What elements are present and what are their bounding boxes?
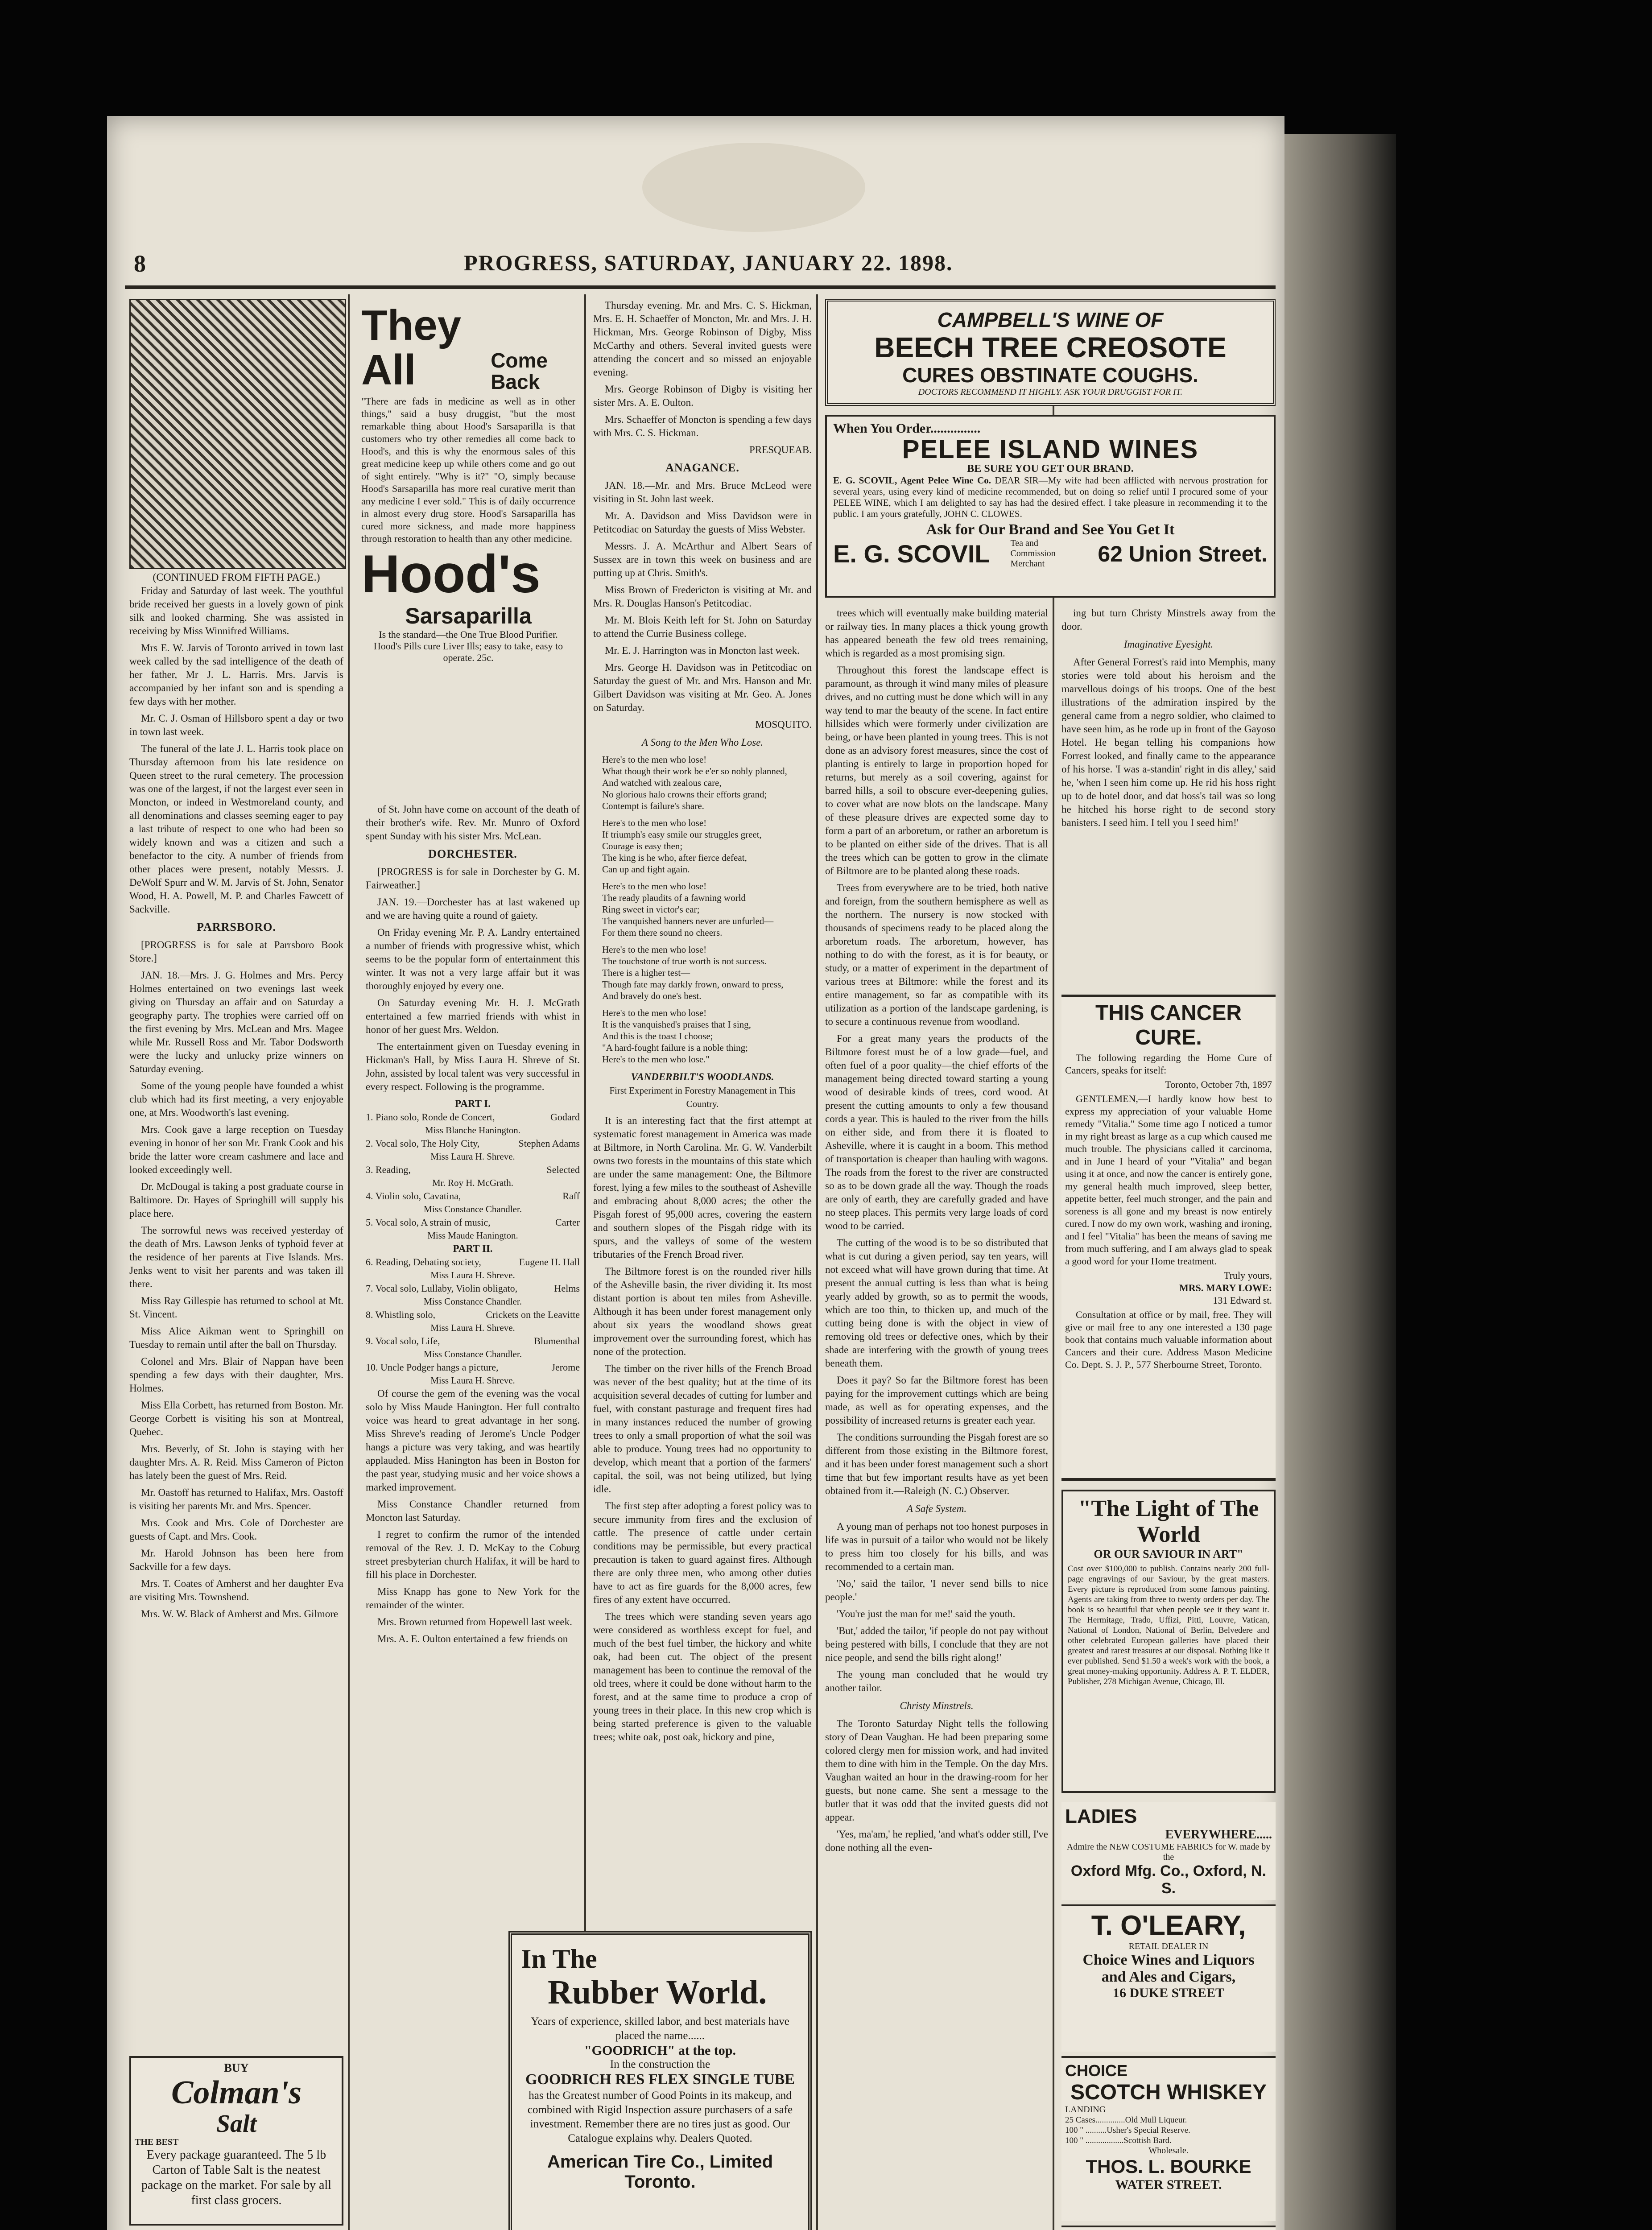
rubber-in-the: In The bbox=[521, 1944, 597, 1974]
society-illustration bbox=[129, 299, 346, 569]
pelee-letter bbox=[833, 475, 1268, 520]
paragraph: Mrs. George H. Davidson was in Petitcodiac on Saturday the guest of Mr. and Mrs. Hanson and Mr. Gilbert Davidson was visiting at Mr. Geo. A. Jones on Saturday. bbox=[593, 662, 812, 713]
pelee-scovil: E. G. SCOVIL bbox=[833, 540, 990, 568]
cancer-date: Toronto, October 7th, 1897 bbox=[1165, 1079, 1272, 1090]
programme-composer: Stephen Adams bbox=[518, 1138, 580, 1149]
pelee-title: PELEE ISLAND WINES bbox=[902, 435, 1199, 464]
campbell-creosote-ad bbox=[825, 299, 1276, 406]
poem-line: If triumph's easy smile our struggles greet, bbox=[602, 829, 762, 840]
cancer-consult: Consultation at office or by mail, free. They will give or mail free to any one interested a 130 page book that contains much valuable information about Cancers and their cure. Address Mason Medicine Co. Dept. S. J. P., 577 Sherbourne Street, Toronto. bbox=[1065, 1309, 1272, 1370]
paragraph: The cutting of the wood is to be so distributed that what is cut during a given period, say ten years, will not exceed what will have grown during that time. At present the annual cutting is less than what is being yearly added by growth, so as to permit the woods, which are too thin, to thicken up, and much of the cutting being done is with the object in view of removing old trees or defective ones, which by their shade are interfering with the growth of young trees beneath them. bbox=[825, 1237, 1048, 1369]
dept-heading-anagance: ANAGANCE. bbox=[665, 461, 739, 474]
oleary-wines: Choice Wines and Liquors bbox=[1082, 1952, 1255, 1968]
paragraph: Mr. C. J. Osman of Hillsboro spent a day or two in town last week. bbox=[129, 713, 343, 737]
poem-line: And bravely do one's best. bbox=[602, 991, 702, 1001]
pelee-merchant: Tea and Commission Merchant bbox=[1010, 538, 1056, 569]
paragraph: JAN. 19.—Dorchester has at last wakened up and we are having quite a round of gaiety. bbox=[366, 896, 580, 921]
programme-performer: Miss Constance Chandler. bbox=[424, 1349, 522, 1359]
paragraph: I regret to confirm the rumor of the intended removal of the Rev. J. D. McKay to the Coburg street presbyterian church Halifax, it will be hard to fill his place in Dorchester. bbox=[366, 1529, 580, 1580]
paragraph: The timber on the river hills of the French Broad was never of the best quality; but at the time of its acquisition several decades of cutting for lumber and fuel, with constant pasturage and frequent fires had in many instances reduced the number of growing trees to only a small proportion of what the soil was able to produce. Young trees had no opportunity to develop, which meant that a portion of the farmers' capital, the soil, was not being utilized, but lying idle. bbox=[593, 1363, 812, 1495]
programme-composer: Raff bbox=[562, 1190, 580, 1202]
paragraph: Throughout this forest the landscape effect is paramount, as through it wind many miles of pleasure drives, and no cutting must be done which will in any way tend to mar the beauty of the scene. In fact entire hillsides which were formerly under civilization are being, or have been planted in young trees. This is not done as an advisory forest measures, since the cost of planting is entirely to large in proportion hoped for returns, but merely as a soil covering, against for barred hills, a soil to obscure ever-deepening gulies, to cover what are now blots on the landscape. Many of these pleasure drives are expected some day to form a part of an arboretum, or rather an arboretum is to be planted on either side of the drives. That is all the trees which can be gotten to grow in the climate of Biltmore are to be planted along these roads. bbox=[825, 665, 1048, 876]
programme-composer: Selected bbox=[546, 1164, 580, 1175]
paragraph: The Biltmore forest is on the rounded river hills of the Asheville basin, the river dividing it. Its most distant portion is about ten miles from Asheville. Although it has been under forest management only about six years the woodland shows great improvement over the surrounding forest, which has none of the protection. bbox=[593, 1266, 812, 1357]
paragraph: Thursday evening. Mr. and Mrs. C. S. Hickman, Mrs. E. H. Schaeffer of Moncton, Mr. and Mrs. J. H. Hickman, Mrs. George Robinson of Digby, Miss McCarthy and others. Several invited guests were attending the concert and so missed an enjoyable evening. bbox=[593, 300, 812, 378]
colmans-salt-ad bbox=[129, 2056, 343, 2226]
programme-item bbox=[366, 1334, 580, 1347]
paragraph: Mr. E. J. Harrington was in Moncton last week. bbox=[605, 645, 800, 656]
programme-performer: Miss Maude Hanington. bbox=[427, 1230, 518, 1241]
paragraph: JAN. 18.—Mr. and Mrs. Bruce McLeod were visiting in St. John last week. bbox=[593, 480, 812, 504]
campbell-line-1: CAMPBELL'S WINE OF bbox=[937, 308, 1164, 331]
paragraph: Mr. Oastoff has returned to Halifax, Mrs. Oastoff is visiting her parents Mr. and Mrs. Spencer. bbox=[129, 1487, 343, 1511]
programme-piece: 3. Reading, bbox=[366, 1164, 411, 1175]
paragraph: The funeral of the late J. L. Harris took place on Thursday afternoon from his late residence on Queen street to the rural cemetery. The procession was one of the largest, if not the largest ever seen in Moncton, or indeed in Westmoreland county, and all denominations and classes seeming eager to pay a last tribute of respect to one who had been so widely known and was a citizen and such a benefactor to the city. A number of friends from other places were present, notably Messrs. J. DeWolf Spurr and W. M. Jarvis of St. John, Senator Wood, H. A. Powell, M. P. and Charles Fawcett of Sackville. bbox=[129, 743, 343, 915]
paragraph: The conditions surrounding the Pisgah forest are so different from those existing in the Biltmore forest, and it has been under forest management such a short time that but few important results have as yet been obtained from it.—Raleigh (N. C.) Observer. bbox=[825, 1432, 1048, 1496]
paragraph: [PROGRESS is for sale in Dorchester by G. M. Fairweather.] bbox=[366, 866, 580, 891]
poem-line: And watched with zealous care, bbox=[602, 777, 722, 788]
newspaper-page bbox=[107, 116, 1284, 2230]
programme-composer: Blumenthal bbox=[534, 1335, 580, 1346]
pelee-island-ad bbox=[825, 415, 1276, 598]
light-subtitle: OR OUR SAVIOUR IN ART" bbox=[1094, 1548, 1243, 1561]
programme-composer: Jerome bbox=[551, 1362, 580, 1373]
poem-line: Here's to the men who lose! bbox=[602, 944, 707, 955]
oleary-ales: and Ales and Cigars, bbox=[1101, 1969, 1236, 1985]
campbell-line-2: BEECH TREE CREOSOTE bbox=[874, 331, 1227, 363]
programme-performer: Mr. Roy H. McGrath. bbox=[432, 1177, 513, 1188]
poem-line: "A hard-fought failure is a noble thing; bbox=[602, 1042, 748, 1053]
poem-line bbox=[602, 875, 812, 880]
pelee-body: DEAR SIR—My wife had been afflicted with nervous prostration for several years, using every kind of medicine recommended, but on doing so relief until I procured some of your PELEE WINE, which I am delighted to say has had the desired effect. I take pleasure in recommending it to the public. I am yours gratefully, JOHN C. CLOWES. bbox=[833, 475, 1268, 519]
paragraph: Mrs. Beverly, of St. John is staying with her daughter Mrs. A. R. Reid. Miss Cameron of Picton has lately been the guest of Mrs. Reid. bbox=[129, 1443, 343, 1481]
pelee-sure: BE SURE YOU GET OUR BRAND. bbox=[967, 463, 1134, 475]
paragraph: For a great many years the products of the Biltmore forest must be of a low grade—fuel, and often fuel of a poor quality—the chief efforts of the management being directed toward starting a young wood of desirable kinds of trees, cord wood. At present the cutting amounts to only a few thousand cords a year. This is hauled to the river from the hills on either side, and from there it is floated to Asheville, where it is caught in a boom. This method of transportation is cheaper than hauling with wagons. The roads from the forest to the river are constructed so as to be down grade all the way. Though the roads are only of earth, they are carefully graded and have no steep places. This permits very large loads of cord wood to be carried. bbox=[825, 1033, 1048, 1231]
paper-stain bbox=[642, 143, 865, 232]
programme-performer: Miss Laura H. Shreve. bbox=[430, 1322, 515, 1333]
poem-line bbox=[602, 1002, 812, 1007]
ladies-admire: Admire the NEW COSTUME FABRICS for W. made by the bbox=[1066, 1842, 1271, 1862]
bourke-street: WATER STREET. bbox=[1115, 2177, 1222, 2192]
paragraph: Mrs E. W. Jarvis of Toronto arrived in town last week called by the sad intelligence of the death of her father, Mr J. L. Harris. Mrs. Jarvis is accompanied by her infant son and is spending a few days with her mother. bbox=[129, 642, 343, 707]
oleary-ad bbox=[1061, 1904, 1276, 2052]
ladies-oxford: Oxford Mfg. Co., Oxford, N. S. bbox=[1070, 1862, 1267, 1897]
programme-piece: 10. Uncle Podger hangs a picture, bbox=[366, 1362, 499, 1373]
pelee-address: 62 Union Street. bbox=[1098, 541, 1268, 566]
poem-line: The touchstone of true worth is not success. bbox=[602, 956, 767, 966]
poem-line bbox=[602, 938, 812, 944]
dept-heading-dorchester: DORCHESTER. bbox=[428, 847, 517, 860]
programme-list-1 bbox=[366, 1111, 580, 1242]
paragraph: JAN. 18.—Mrs. J. G. Holmes and Mrs. Percy Holmes entertained on two evenings last week giving on Thursday an affair and on Saturday a geography party. The trophies were carried off on the first evening by Mrs. McLean and Mrs. Magee while Mr. Russell Ross and Mr. Tabor Dodsworth were the lucky and unlucky prize winners on Saturday evening. bbox=[129, 970, 343, 1074]
light-body: Cost over $100,000 to publish. Contains nearly 200 full-page engravings of our Saviour, by the great masters. Every picture is reproduced from some famous painting. Agents are taking from three to twenty orders per day. The book is so beautiful that when people see it they want it. The Hermitage, Trado, Uffizi, Pitti, Louvre, Vatican, National of London, National of Berlin, Belvedere and other celebrated European galleries have placed their greatest and rarest treasures at our disposal. Nothing like it ever published. Send $1.50 a week's work with the book, a great money-making opportunity. Address A. P. T. ELDER, Publisher, 278 Michigan Avenue, Chicago, Ill. bbox=[1068, 1564, 1269, 1686]
colmans-buy: BUY bbox=[224, 2061, 249, 2074]
paragraph: Mrs. George Robinson of Digby is visiting her sister Mrs. A. E. Oulton. bbox=[593, 384, 812, 408]
christy-title: Christy Minstrels. bbox=[900, 1700, 974, 1711]
poem-line: What though their work be e'er so nobly planned, bbox=[602, 766, 787, 776]
paragraph: On Saturday evening Mr. H. J. McGrath entertained a few married friends with whist in honor of her guest Mrs. Weldon. bbox=[366, 997, 580, 1035]
poem-line: Here's to the men who lose! bbox=[602, 1008, 707, 1018]
signature: MOSQUITO. bbox=[755, 719, 812, 730]
poem-line: The ready plaudits of a fawning world bbox=[602, 892, 746, 903]
paragraph: Miss Alice Aikman went to Springhill on Tuesday to remain until after the ball on Thursday. bbox=[129, 1326, 343, 1350]
masthead-rule bbox=[125, 285, 1276, 289]
paragraph: The sorrowful news was received yesterday of the death of Mrs. Lawson Jenks of typhoid fever at the residence of her parents at Five Islands. Mrs. Jenks went to visit her parents and was taken ill there. bbox=[129, 1225, 343, 1289]
programme-piece: 6. Reading, Debating society, bbox=[366, 1256, 481, 1268]
programme-composer: Eugene H. Hall bbox=[519, 1256, 580, 1268]
poem-line: No glorious halo crowns their efforts grand; bbox=[602, 789, 767, 800]
campbell-line-4: DOCTORS RECOMMEND IT HIGHLY. ASK YOUR DRUGGIST FOR IT. bbox=[918, 387, 1183, 397]
programme-piece: 7. Vocal solo, Lullaby, Violin obligato, bbox=[366, 1283, 518, 1294]
bourke-whiskey: SCOTCH WHISKEY bbox=[1070, 2081, 1267, 2104]
programme-item bbox=[366, 1216, 580, 1229]
paragraph: Miss Ella Corbett, has returned from Boston. Mr. George Corbett is visiting his son at Montreal, Quebec. bbox=[129, 1400, 343, 1437]
oleary-address: 16 DUKE STREET bbox=[1112, 1986, 1225, 2000]
paragraph: ing but turn Christy Minstrels away from the door. bbox=[1061, 607, 1276, 632]
programme-performer: Miss Constance Chandler. bbox=[424, 1296, 522, 1307]
paragraph: Messrs. J. A. McArthur and Albert Sears of Sussex are in town this week on business and are putting up at Chris. Smith's. bbox=[593, 541, 812, 578]
pelee-ask: Ask for Our Brand and See You Get It bbox=[926, 521, 1175, 538]
column-rule bbox=[816, 294, 818, 2230]
poem bbox=[593, 754, 812, 1065]
bourke-line: 100 " ..........Usher's Special Reserve. bbox=[1065, 2126, 1190, 2135]
paragraph: [PROGRESS is for sale at Parrsboro Book Store.] bbox=[129, 939, 343, 964]
paragraph: Mrs. Brown returned from Hopewell last week. bbox=[377, 1616, 572, 1627]
poem-line: Here's to the men who lose! bbox=[602, 754, 707, 765]
paragraph: Miss Knapp has gone to New York for the remainder of the winter. bbox=[366, 1586, 580, 1611]
paragraph: It is an interesting fact that the first attempt at systematic forest management in America was made at Biltmore, in North Carolina. Mr. G. W. Vanderbilt owns two forests in the mountains of this state which are under the same management: One, the Biltmore forest, lying a few miles to the southeast of Asheville and embracing about 8,000 acres; the other the Pisgah forest of 95,000 acres, covering the eastern and southern slopes of the Pisgah ridge with its spurs, and the valleys of some of the western tributaries of the French Broad river. bbox=[593, 1115, 812, 1260]
imaginative-title: Imaginative Eyesight. bbox=[1123, 639, 1214, 650]
oleary-name: T. O'LEARY, bbox=[1091, 1910, 1246, 1941]
page-number: 8 bbox=[134, 250, 146, 277]
rubber-body-2a: In the construction the bbox=[610, 2058, 710, 2070]
poem-line: Courage is easy then; bbox=[602, 841, 683, 851]
programme-piece: 9. Vocal solo, Life, bbox=[366, 1335, 440, 1346]
bourke-landing: LANDING bbox=[1065, 2105, 1106, 2114]
paragraph: 'Yes, ma'am,' he replied, 'and what's odder still, I've done nothing all the even- bbox=[825, 1829, 1048, 1853]
rubber-world-ad bbox=[508, 1931, 812, 2230]
programme-composer: Carter bbox=[555, 1217, 580, 1228]
programme-piece: 2. Vocal solo, The Holy City, bbox=[366, 1138, 480, 1149]
column-5-top bbox=[1061, 607, 1276, 990]
campbell-line-3: CURES OBSTINATE COUGHS. bbox=[902, 363, 1198, 387]
rubber-goodrich: "GOODRICH" at the top. bbox=[584, 2043, 736, 2058]
paragraph: A young man of perhaps not too honest purposes in life was in pursuit of a tailor who would not be likely to press him too closely for his bills, and was recommended to a certain man. bbox=[825, 1521, 1048, 1572]
programme-part-1: PART I. bbox=[454, 1098, 491, 1109]
poem-line bbox=[602, 812, 812, 817]
programme-part-2: PART II. bbox=[453, 1243, 493, 1254]
paragraph: of St. John have come on account of the death of their brother's wife. Rev. Mr. Munro of Oxford spent Sunday with his sister Mrs. McLean. bbox=[366, 804, 580, 842]
paragraph: Of course the gem of the evening was the vocal solo by Miss Maude Hanington. Her full contralto voice was heard to great advantage in her song. Miss Shreve's reading of Jerome's Uncle Podger hangs a picture was very taking, and was heartily applauded. Miss Hanington has been in Boston for the past year, studying music and her voice shows a marked improvement. bbox=[366, 1388, 580, 1493]
paragraph: The entertainment given on Tuesday evening in Hickman's Hall, by Miss Laura H. Shreve of St. John, assisted by local talent was very successful in every respect. Following is the programme. bbox=[366, 1041, 580, 1092]
poem-line: Though fate may darkly frown, onward to press, bbox=[602, 979, 784, 990]
hoods-standard: Is the standard—the One True Blood Purifier. bbox=[379, 629, 558, 640]
bourke-wholesale: Wholesale. bbox=[1148, 2146, 1189, 2156]
paragraph: The Toronto Saturday Night tells the following story of Dean Vaughan. He had been preparing some colored clergy men for mission work, and had invited them to dine with him in the Temple. On the day Mrs. Vaughan waited an hour in the drawing-room for her guests, but none came. She sent a message to the butler that it was odd that the invited guests did not appear. bbox=[825, 1718, 1048, 1823]
continued-note: (CONTINUED FROM FIFTH PAGE.) bbox=[153, 572, 320, 583]
paragraph: The young man concluded that he would try another tailor. bbox=[825, 1669, 1048, 1693]
thomas-dean-ad bbox=[1061, 2226, 1276, 2230]
programme-performer: Miss Blanche Hanington. bbox=[425, 1125, 521, 1136]
hoods-body: "There are fads in medicine as well as in other things," said a busy druggist, "but the most remarkable thing about Hood's Sarsaparilla is that customers who try other remedies all come back to Hood's, and this is why the enormous sales of this great medicine keep up while others come and go out of sight entirely. "Why is it?" "O, simply because Hood's Sarsaparilla has more real curative merit than any medicine I ever sold." This is of daily occurrence in almost every drug store. Hood's Sarsaparilla has cured more sickness, and made more happiness through restoration to health than any other medicine. bbox=[361, 396, 575, 544]
rubber-company: American Tire Co., Limited Toronto. bbox=[547, 2152, 773, 2192]
programme-composer: Helms bbox=[554, 1283, 580, 1294]
programme-piece: 4. Violin solo, Cavatina, bbox=[366, 1190, 461, 1202]
programme-composer: Crickets on the Leavitte bbox=[486, 1309, 580, 1320]
programme-piece: 1. Piano solo, Ronde de Concert, bbox=[366, 1111, 495, 1123]
paragraph: 'You're just the man for me!' said the youth. bbox=[837, 1608, 1016, 1619]
cancer-address: 131 Edward st. bbox=[1213, 1295, 1272, 1306]
cancer-intro: The following regarding the Home Cure of Cancers, speaks for itself: bbox=[1065, 1052, 1272, 1076]
paragraph: Mr. A. Davidson and Miss Davidson were in Petitcodiac on Saturday the guests of Miss Webster. bbox=[593, 510, 812, 535]
oleary-dealer: RETAIL DEALER IN bbox=[1128, 1941, 1209, 1951]
programme-performer: Miss Laura H. Shreve. bbox=[430, 1375, 515, 1386]
poem-line: And this is the toast I choose; bbox=[602, 1031, 713, 1041]
programme-composer: Godard bbox=[550, 1111, 580, 1123]
ladies-everywhere: EVERYWHERE..... bbox=[1165, 1828, 1272, 1842]
poem-line: The vanquished banners never are unfurled— bbox=[602, 916, 774, 926]
paragraph: Miss Brown of Fredericton is visiting at Mr. and Mrs. R. Douglas Hanson's Petitcodiac. bbox=[593, 584, 812, 609]
paragraph: On Friday evening Mr. P. A. Landry entertained a number of friends with progressive whist, which seems to be the popular form of entertainment this winter. It was not a very large affair but it was thoroughly enjoyed by every one. bbox=[366, 927, 580, 991]
paragraph: Mrs. Cook and Mrs. Cole of Dorchester are guests of Capt. and Mrs. Cook. bbox=[129, 1517, 343, 1542]
vanderbilt-subtitle: First Experiment in Forestry Management in This Country. bbox=[609, 1085, 796, 1109]
rubber-title: Rubber World. bbox=[548, 1974, 767, 2011]
paragraph: Mr. M. Blois Keith left for St. John on Saturday to attend the Currie Business college. bbox=[593, 615, 812, 639]
paragraph: Dr. McDougal is taking a post graduate course in Baltimore. Dr. Hayes of Springhill will supply his place here. bbox=[129, 1181, 343, 1219]
paragraph: The trees which were standing seven years ago were considered as worthless except for fuel, and much of the best fuel timber, the hickory and white oak, had been cut. The object of the present management has been to continue the removal of the old trees, where it could be done without harm to the forest, and at the same time to produce a crop of young trees in their place. In this new crop which is being started preference is given to the valuable trees; white oak, post oak, hickory and pine, bbox=[593, 1611, 812, 1743]
programme-item bbox=[366, 1308, 580, 1321]
safe-system-title: A Safe System. bbox=[906, 1503, 967, 1514]
rubber-body-2b: has the Greatest number of Good Points in its makeup, and combined with Rigid Inspection assure purchasers of a safe investment. Remember there are no tires just as good. Our Catalogue explains why. Dealers Quoted. bbox=[527, 2090, 793, 2144]
paragraph: Some of the young people have founded a whist club which had its first meeting, a very enjoyable one, at Mrs. Woodworth's last evening. bbox=[129, 1080, 343, 1118]
programme-performer: Miss Constance Chandler. bbox=[424, 1204, 522, 1214]
poem-line: Ring sweet in victor's ear; bbox=[602, 904, 700, 915]
colmans-brand: Colman's bbox=[171, 2074, 301, 2111]
signature: PRESQUEAB. bbox=[749, 444, 812, 455]
paragraph: 'No,' said the tailor, 'I never send bills to nice people.' bbox=[825, 1578, 1048, 1602]
hoods-product: Sarsaparilla bbox=[405, 603, 532, 628]
light-title-1: "The Light of The bbox=[1078, 1496, 1259, 1521]
poem-line: It is the vanquished's praises that I sing, bbox=[602, 1019, 751, 1030]
hoods-come-back: Come Back bbox=[491, 349, 548, 393]
programme-performer: Miss Laura H. Shreve. bbox=[430, 1151, 515, 1162]
poem-line: Can up and fight again. bbox=[602, 864, 690, 875]
rubber-product: GOODRICH RES FLEX SINGLE TUBE bbox=[525, 2071, 795, 2088]
bourke-whiskey-ad bbox=[1061, 2056, 1276, 2221]
paragraph: Friday and Saturday of last week. The youthful bride received her guests in a lovely gown of pink silk and looked charming. She was assisted in receiving by Miss Winnifred Williams. bbox=[129, 585, 343, 636]
paragraph: Miss Ray Gillespie has returned to school at Mt. St. Vincent. bbox=[129, 1295, 343, 1320]
paragraph: Mrs. Schaeffer of Moncton is spending a few days with Mrs. C. S. Hickman. bbox=[593, 414, 812, 438]
rubber-body-1: Years of experience, skilled labor, and best materials have placed the name...... bbox=[531, 2015, 789, 2042]
ladies-title: LADIES bbox=[1065, 1805, 1137, 1827]
vanderbilt-title: VANDERBILT'S WOODLANDS. bbox=[631, 1071, 774, 1082]
bourke-choice: CHOICE bbox=[1065, 2061, 1128, 2080]
poem-title: A Song to the Men Who Lose. bbox=[641, 737, 764, 748]
colmans-best: THE BEST bbox=[135, 2137, 179, 2147]
page-edge-shadow bbox=[1284, 134, 1396, 2230]
paragraph: Mrs. A. E. Oulton entertained a few friends on bbox=[377, 1633, 568, 1644]
dept-heading-parrsboro: PARRSBORO. bbox=[197, 921, 276, 933]
colmans-body: Every package guaranteed. The 5 lb Carton of Table Salt is the neatest package on the market. For sale by all first class grocers. bbox=[141, 2148, 332, 2207]
column-4 bbox=[825, 607, 1048, 2230]
paragraph: Colonel and Mrs. Blair of Nappan have been spending a few days with their daughter, Mrs. Holmes. bbox=[129, 1356, 343, 1394]
paragraph: Does it pay? So far the Biltmore forest has been paying for the improvement cuttings which are being made, as well as for operating expenses, and the possibility of increased returns is greater each year. bbox=[825, 1375, 1048, 1426]
cancer-title: THIS CANCER CURE. bbox=[1095, 1001, 1242, 1049]
bourke-line: 25 Cases..............Old Mull Liqueur. bbox=[1065, 2115, 1187, 2125]
poem-line: Here's to the men who lose! bbox=[602, 881, 707, 892]
hoods-headline: They All bbox=[361, 301, 462, 394]
programme-piece: 8. Whistling solo, bbox=[366, 1309, 436, 1320]
programme-list-2 bbox=[366, 1255, 580, 1387]
column-1 bbox=[129, 571, 343, 2052]
programme-item bbox=[366, 1111, 580, 1123]
poem-line: The king is he who, after fierce defeat, bbox=[602, 852, 747, 863]
poem-line: For them there sound no cheers. bbox=[602, 927, 723, 938]
column-3 bbox=[593, 299, 812, 1931]
poem-line: Here's to the men who lose." bbox=[602, 1054, 710, 1065]
light-title-2: World bbox=[1137, 1522, 1200, 1547]
paragraph: Mr. Harold Johnson has been here from Sackville for a few days. bbox=[129, 1548, 343, 1572]
programme-item bbox=[366, 1163, 580, 1176]
programme-item bbox=[366, 1189, 580, 1202]
paragraph: Mrs. Cook gave a large reception on Tuesday evening in honor of her son Mr. Frank Cook and his bride the latter wore cream cashmere and lace and looked exceedingly well. bbox=[129, 1124, 343, 1175]
masthead bbox=[107, 250, 1284, 285]
poem-line: Contempt is failure's share. bbox=[602, 801, 704, 811]
light-of-world-ad bbox=[1061, 1490, 1276, 1793]
hoods-ad bbox=[357, 299, 580, 798]
ladies-ad bbox=[1061, 1802, 1276, 1900]
paragraph: After General Forrest's raid into Memphis, many stories were told about his heroism and the marvellous doings of his troops. One of the best illustrations of the admiration inspired by the general came from a negro soldier, who claimed to have seen him, as he rode up in front of the Gayoso Hotel. He began telling his companions how Forrest looked, and finally came to the appearance of his horse. 'I was a-standin' right in dis alley,' said he, 'when I seen him come up. He rid his hoss right up to de hotel door, and dat hoss's tail was so long he hitched his horse right to de second story banisters. I seed him. I tell you I seed him!' bbox=[1061, 657, 1276, 828]
programme-item bbox=[366, 1282, 580, 1295]
programme-item bbox=[366, 1361, 580, 1374]
programme-performer: Miss Laura H. Shreve. bbox=[430, 1270, 515, 1280]
paragraph: Trees from everywhere are to be tried, both native and foreign, from the southern hemisphere as well as the northern. The nursery is now stocked with thousands of specimens ready to be placed along the arboretum roads. The arboretum, however, has nothing to do with the forest, as it is for beauty, or study, or a matter of experiment in the department of various trees at Biltmore: while the forest and its entire management, so far as compatible with its utilization as a portion of the landscape gardening, is to secure a continuous revenue from woodland. bbox=[825, 882, 1048, 1027]
paragraph: 'But,' added the tailor, 'if people do not pay without being pestered with bills, I conclude that they are not nice people, and send the bills right along!' bbox=[825, 1625, 1048, 1663]
paragraph: Mrs. T. Coates of Amherst and her daughter Eva are visiting Mrs. Townshend. bbox=[129, 1578, 343, 1602]
programme-item bbox=[366, 1255, 580, 1268]
programme-item bbox=[366, 1137, 580, 1150]
cancer-name: MRS. MARY LOWE: bbox=[1179, 1282, 1272, 1293]
pelee-when: When You Order............... bbox=[833, 421, 981, 436]
paragraph: Mrs. W. W. Black of Amherst and Mrs. Gilmore bbox=[141, 1608, 339, 1619]
column-rule bbox=[348, 294, 350, 2230]
paragraph: trees which will eventually make building material or railway ties. In many places a thick young growth has appeared beneath the few old trees remaining, which is regarded as a most promising sign. bbox=[825, 607, 1048, 659]
poem-line: There is a higher test— bbox=[602, 967, 690, 978]
bourke-line: 100 " ..................Scottish Bard. bbox=[1065, 2136, 1172, 2145]
hoods-brand: Hood's bbox=[361, 544, 541, 604]
paragraph: Miss Constance Chandler returned from Moncton last Saturday. bbox=[366, 1499, 580, 1523]
pelee-agent: E. G. SCOVIL, Agent Pelee Wine Co. bbox=[833, 475, 991, 486]
hoods-pills: Hood's Pills cure Liver Ills; easy to take, easy to operate. 25c. bbox=[373, 640, 563, 663]
cancer-letter: GENTLEMEN,—I hardly know how best to express my appreciation of your valuable Home remedy "Vitalia." Some time ago I noticed a tumor in my right breast as large as a cup which caused me much trouble. The physicians called it carcinoma, and in June I heard of your "Vitalia" and began using it at once, and now the cancer is entirely gone, my general health much improved, sleep better, appetite better, feel much stronger, and the pain and soreness is all gone and my breast is now entirely cured. I now do my own work, washing and ironing, and I feel "Vitalia" has been the means of saving me from much suffering, and I am always glad to speak a good word for your Home treatment. bbox=[1065, 1093, 1272, 1267]
page-headline: PROGRESS, SATURDAY, JANUARY 22. 1898. bbox=[464, 250, 953, 275]
programme-piece: 5. Vocal solo, A strain of music, bbox=[366, 1217, 491, 1228]
poem-line: Here's to the men who lose! bbox=[602, 818, 707, 828]
bourke-name: THOS. L. BOURKE bbox=[1086, 2156, 1251, 2177]
colmans-salt: Salt bbox=[216, 2110, 257, 2138]
cancer-cure-ad bbox=[1061, 995, 1276, 1481]
paragraph: The first step after adopting a forest policy was to secure immunity from fires and the exclusion of cattle. The presence of cattle under certain conditions may be permissible, but every practical precaution is taken to guard against fires. Although there are only three men, who among other duties have to act as fire guards for the 8,000 acres, few fires of any extent have occurred. bbox=[593, 1500, 812, 1605]
cancer-yours: Truly yours, bbox=[1224, 1270, 1272, 1281]
